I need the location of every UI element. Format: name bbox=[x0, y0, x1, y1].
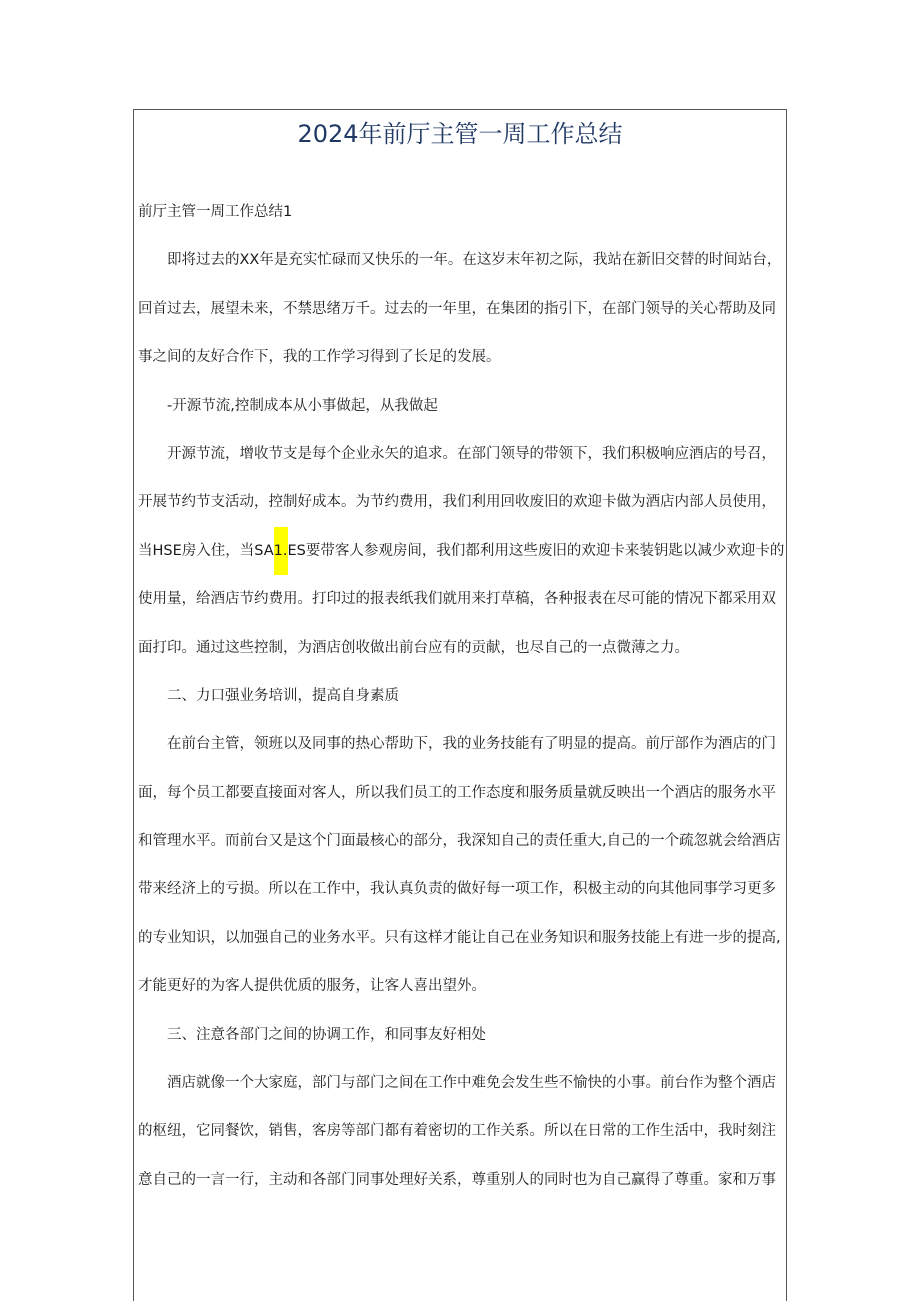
text-line: 事之间的友好合作下，我的工作学习得到了长足的发展。 bbox=[138, 349, 501, 366]
highlight-mark: 1. bbox=[274, 527, 288, 575]
text-line: 的枢纽，它同餐饮，销售，客房等部门都有着密切的工作关系。所以在日常的工作生活中，我时刻注 bbox=[138, 1123, 776, 1140]
section-heading: 三、注意各部门之间的协调工作，和同事友好相处 bbox=[167, 1026, 486, 1043]
document-body bbox=[138, 188, 784, 1204]
text-line: 酒店就像一个大家庭，部门与部门之间在工作中难免会发生些不愉快的小事。前台作为整个酒店 bbox=[167, 1075, 776, 1092]
subtitle: 前厅主管一周工作总结1 bbox=[138, 204, 293, 220]
text-line: 才能更好的为客人提供优质的服务，让客人喜出望外。 bbox=[138, 978, 486, 995]
text-line: 的专业知识，以加强自己的业务水平。只有这样才能让自己在业务知识和服务技能上有进一步的提高, bbox=[138, 929, 781, 946]
text-line-highlighted bbox=[138, 527, 784, 575]
text-line: 使用量，给酒店节约费用。打印过的报表纸我们就用来打草稿，各种报表在尽可能的情况下都采用双 bbox=[138, 591, 776, 608]
text-after-highlight: ES要带客人参观房间，我们都利用这些废旧的欢迎卡来装钥匙以减少欢迎卡的 bbox=[287, 542, 785, 559]
document-title: 2024年前厅主管一周工作总结 bbox=[297, 120, 623, 148]
text-line: 意自己的一言一行，主动和各部门同事处理好关系，尊重别人的同时也为自己赢得了尊重。家和万事 bbox=[138, 1171, 776, 1188]
text-line: 开展节约节支活动，控制好成本。为节约费用，我们利用回收废旧的欢迎卡做为酒店内部人员使用， bbox=[138, 494, 776, 511]
text-line: 开源节流，增收节支是每个企业永矢的追求。在部门领导的带领下，我们积极响应酒店的号召， bbox=[167, 445, 776, 462]
text-line: 在前台主管，领班以及同事的热心帮助下，我的业务技能有了明显的提高。前厅部作为酒店的门 bbox=[167, 736, 776, 753]
section-heading: 二、力口强业务培训，提高自身素质 bbox=[167, 687, 399, 704]
text-line: 回首过去，展望未来，不禁思绪万千。过去的一年里，在集团的指引下，在部门领导的关心帮助及同 bbox=[138, 300, 776, 317]
text-segment bbox=[138, 527, 784, 575]
text-line: 即将过去的XX年是充实忙碌而又快乐的一年。在这岁末年初之际，我站在新旧交替的时间站台， bbox=[167, 252, 782, 269]
section-heading: -开源节流,控制成本从小事做起，从我做起 bbox=[167, 397, 438, 414]
text-line: 带来经济上的亏损。所以在工作中，我认真负责的做好每一项工作，积极主动的向其他同事学习更多 bbox=[138, 881, 776, 898]
text-line: 和管理水平。而前台又是这个门面最核心的部分，我深知自己的责任重大,自己的一个疏忽就会给酒店 bbox=[138, 833, 781, 850]
text-before-highlight: 当HSE房入住，当SA bbox=[138, 542, 274, 559]
text-line: 面，每个员工都要直接面对客人，所以我们员工的工作态度和服务质量就反映出一个酒店的服务水平 bbox=[138, 784, 776, 801]
text-line: 面打印。通过这些控制，为酒店创收做出前台应有的贡献，也尽自己的一点微薄之力。 bbox=[138, 639, 689, 656]
